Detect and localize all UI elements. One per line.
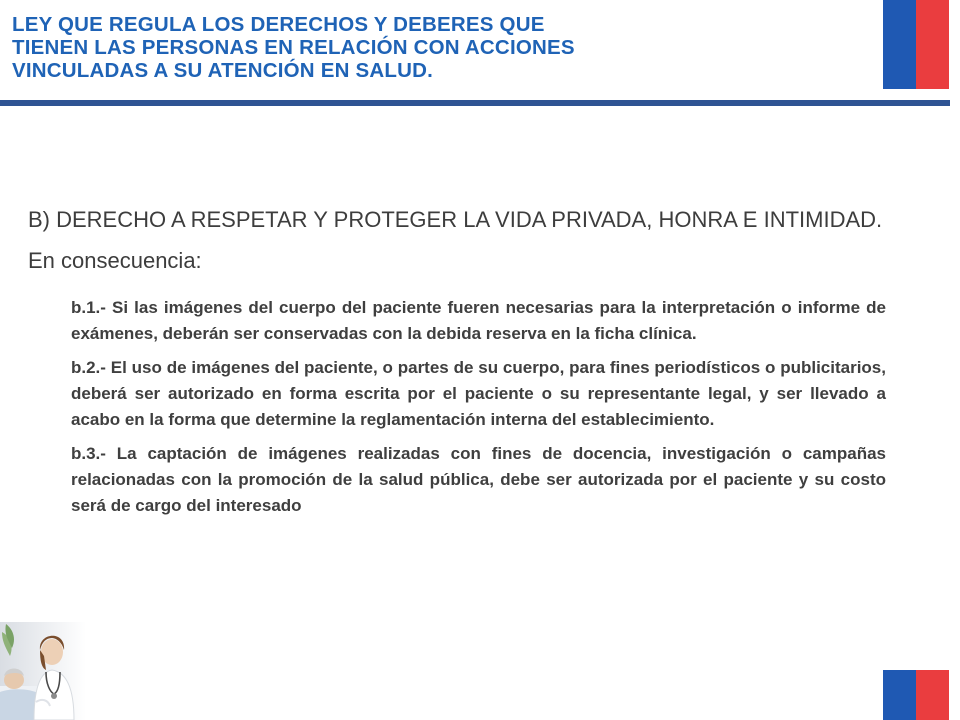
nurse-patient-photo	[0, 622, 86, 720]
flag-stripes-bottom	[883, 670, 949, 720]
slide-title-line-2: TIENEN LAS PERSONAS EN RELACIÓN CON ACCIONES	[12, 36, 575, 59]
slide-body	[28, 204, 886, 527]
flag-blue-stripe	[883, 670, 916, 720]
flag-stripes-top	[883, 0, 949, 89]
section-subheading: En consecuencia:	[28, 248, 202, 273]
nurse-patient-illustration	[0, 622, 86, 720]
flag-red-stripe	[916, 0, 949, 89]
slide-title-line-1: LEY QUE REGULA LOS DERECHOS Y DEBERES QUE	[12, 13, 545, 36]
flag-blue-stripe	[883, 0, 916, 89]
list-item: b.2.- El uso de imágenes del paciente, o partes de su cuerpo, para fines periodísticos o publicitarios, deberá ser autorizado en forma escrita por el paciente o su representante legal, y ser llevado a acabo en la forma que determine la reglamentación interna del establecimiento.	[71, 358, 886, 429]
header-divider	[0, 100, 950, 106]
section-heading: B) DERECHO A RESPETAR Y PROTEGER LA VIDA PRIVADA, HONRA E INTIMIDAD.	[28, 207, 883, 232]
list-item: b.3.- La captación de imágenes realizadas con fines de docencia, investigación o campañas relacionadas con la promoción de la salud pública, debe ser autorizada por el paciente y su costo será de cargo del interesado	[71, 444, 886, 515]
list-item: b.1.- Si las imágenes del cuerpo del paciente fueren necesarias para la interpretación o informe de exámenes, deberán ser conservadas con la debida reserva en la ficha clínica.	[71, 298, 886, 343]
slide-title-line-3: VINCULADAS A SU ATENCIÓN EN SALUD.	[12, 59, 433, 82]
rights-list	[71, 295, 886, 519]
flag-red-stripe	[916, 670, 949, 720]
slide-title	[12, 13, 872, 82]
